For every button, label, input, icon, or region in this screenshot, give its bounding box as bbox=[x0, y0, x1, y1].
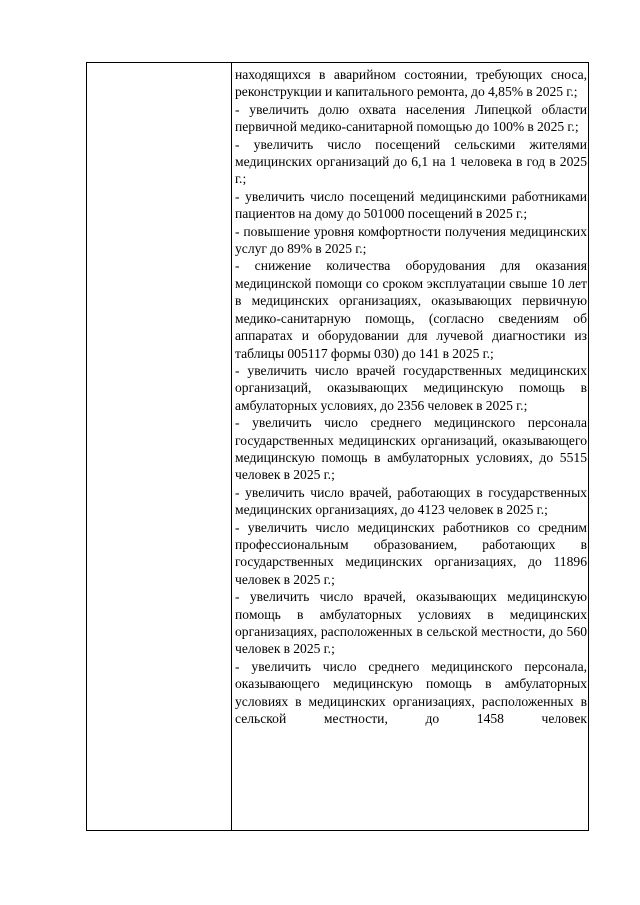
paragraph-rural-nurses: - увеличить число среднего медицинского персонала, оказывающего медицинскую помощь в амбулаторных условиях в медицинских организациях, расположенных в сельской местности, до 1458 человек bbox=[235, 658, 587, 727]
paragraph-state-doctors: - увеличить число врачей, работающих в государственных медицинских организациях, до 4123 человек в 2025 г.; bbox=[235, 484, 587, 518]
paragraph-continuation: находящихся в аварийном состоянии, требующих сноса, реконструкции и капитального ремонта, до 4,85% в 2025 г.; bbox=[235, 67, 587, 100]
paragraph-comfort-level: - повышение уровня комфортности получения медицинских услуг до 89% в 2025 г.; bbox=[235, 223, 587, 257]
column-divider bbox=[231, 63, 232, 830]
paragraph-rural-doctors: - увеличить число врачей, оказывающих медицинскую помощь в амбулаторных условиях в медицинских организациях, расположенных в сельской местности, до 560 человек в 2025 г.; bbox=[235, 589, 587, 657]
table-left-cell bbox=[87, 63, 231, 830]
paragraph-outpatient-doctors: - увеличить число врачей государственных медицинских организаций, оказывающих медицинскую помощь в амбулаторных условиях, до 2356 человек в 2025 г.; bbox=[235, 362, 587, 413]
paragraph-outpatient-nurses: - увеличить число среднего медицинского персонала государственных медицинских организаций, оказывающего медицинскую помощь в амбулаторных условиях, до 5515 человек в 2025 г.; bbox=[235, 415, 587, 483]
paragraph-rural-visits: - увеличить число посещений сельскими жителями медицинских организаций до 6,1 на 1 человека в год в 2025 г.; bbox=[235, 136, 587, 187]
document-table bbox=[86, 62, 589, 831]
paragraph-home-visits: - увеличить число посещений медицинскими работниками пациентов на дому до 501000 посещений в 2025 г.; bbox=[235, 188, 587, 222]
table-right-cell bbox=[235, 66, 587, 830]
paragraph-state-mid-level-staff: - увеличить число медицинских работников со средним профессиональным образованием, работающих в государственных медицинских организациях, до 11896 человек в 2025 г.; bbox=[235, 519, 587, 587]
paragraph-primary-care-coverage: - увеличить долю охвата населения Липецкой области первичной медико-санитарной помощью до 100% в 2025 г.; bbox=[235, 101, 587, 135]
paragraph-equipment-age: - снижение количества оборудования для оказания медицинской помощи со сроком эксплуатации свыше 10 лет в медицинских организациях, оказывающих первичную медико-санитарную помощь, (согласно сведениям об аппаратах и оборудовании для лучевой диагностики из таблицы 005117 формы 030) до 141 в 2025 г.; bbox=[235, 258, 587, 361]
